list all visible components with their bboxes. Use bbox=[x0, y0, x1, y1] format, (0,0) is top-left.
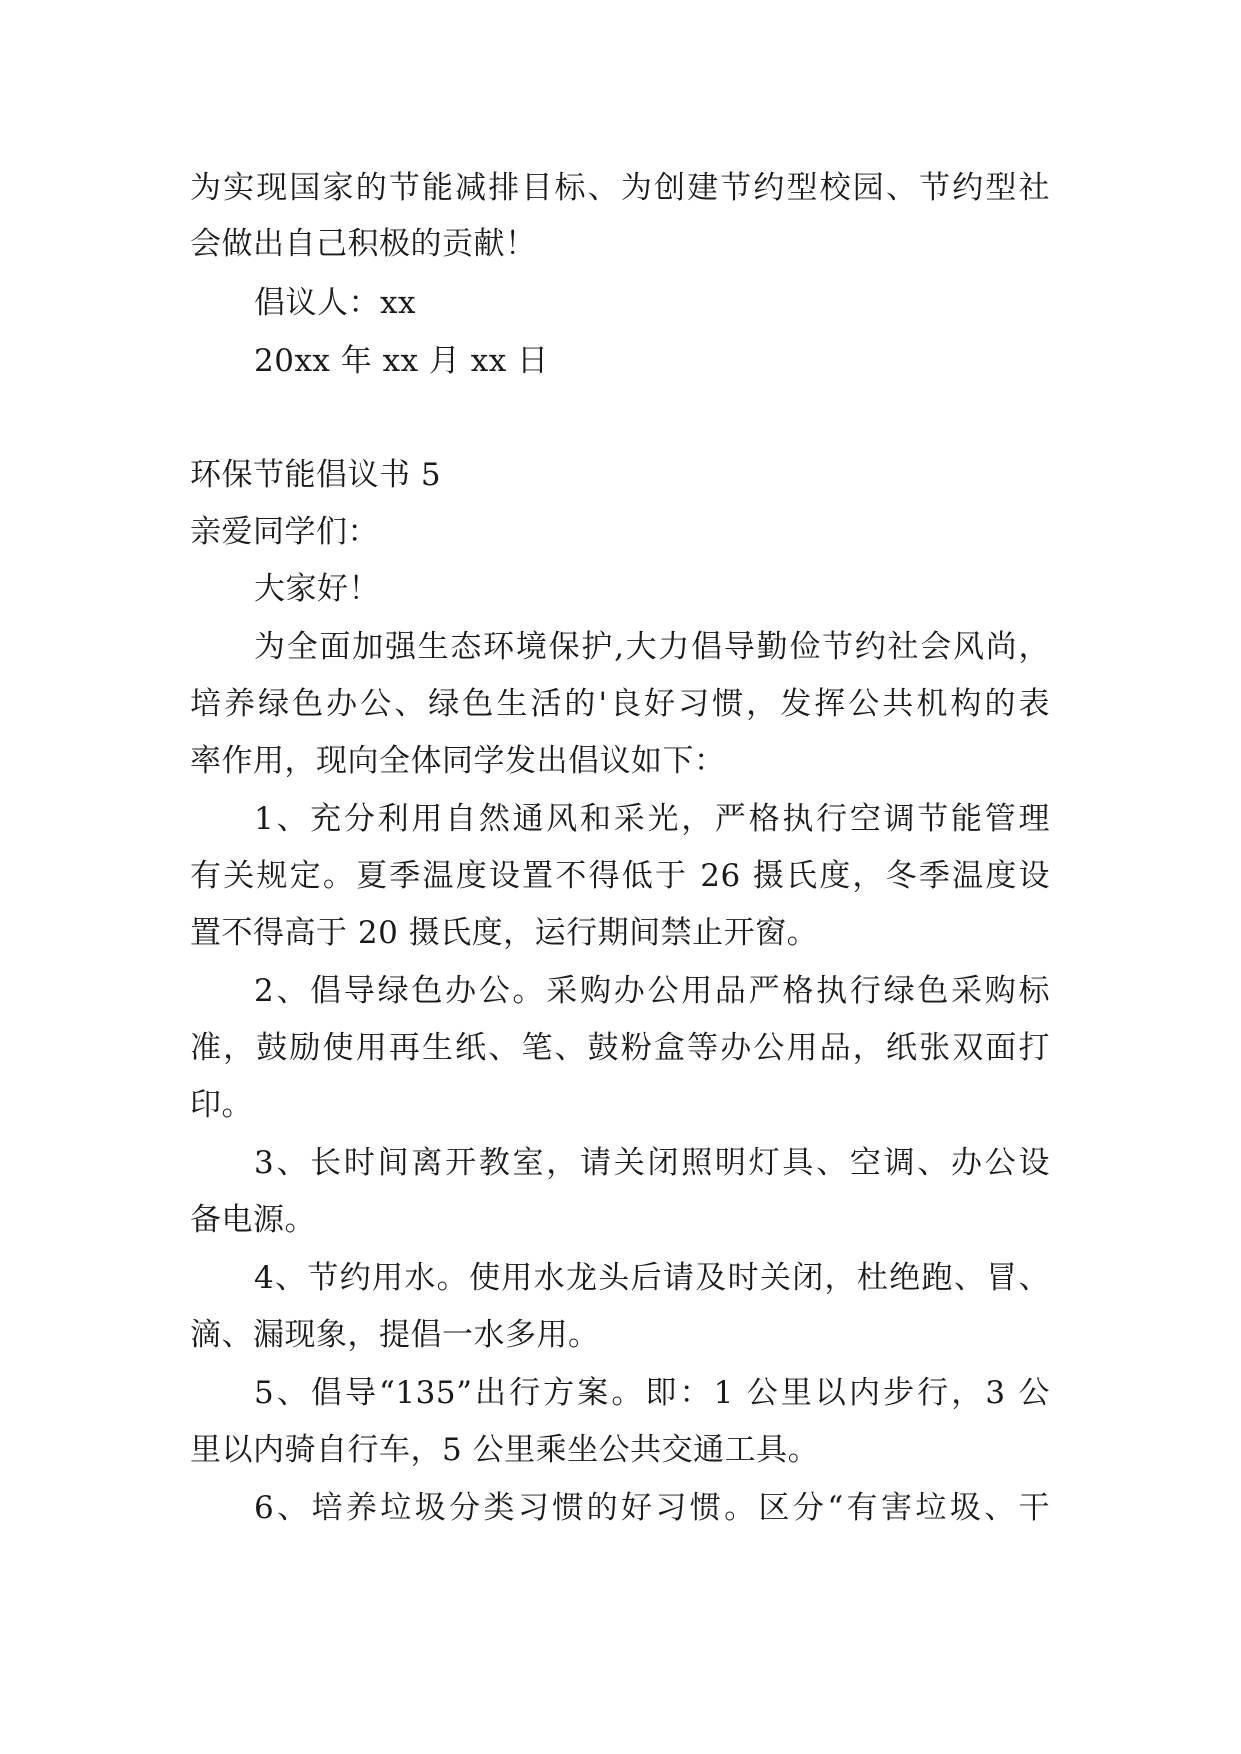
list-item-line: 滴、漏现象，提倡一水多用。 bbox=[190, 1317, 600, 1353]
list-item-line: 6、培养垃圾分类习惯的好习惯。区分“有害垃圾、干 bbox=[254, 1490, 1050, 1526]
proposer-signature: 倡议人：xx bbox=[254, 285, 416, 321]
signature-date: 20xx 年 xx 月 xx 日 bbox=[254, 343, 549, 379]
salutation: 亲爱同学们： bbox=[190, 514, 379, 550]
list-item-line: 准，鼓励使用再生纸、笔、鼓粉盒等办公用品，纸张双面打 bbox=[190, 1030, 1050, 1066]
list-item-line: 5、倡导“135”出行方案。即：1 公里以内步行，3 公 bbox=[254, 1375, 1050, 1411]
closing-paragraph-line: 为实现国家的节能减排目标、为创建节约型校园、节约型社 bbox=[190, 170, 1050, 206]
list-item-line: 3、长时间离开教室，请关闭照明灯具、空调、办公设 bbox=[254, 1145, 1050, 1181]
section-title: 环保节能倡议书 5 bbox=[190, 457, 442, 493]
list-item-line: 置不得高于 20 摄氏度，运行期间禁止开窗。 bbox=[190, 915, 819, 951]
list-item-line: 印。 bbox=[190, 1087, 253, 1123]
closing-paragraph-line: 会做出自己积极的贡献！ bbox=[190, 226, 537, 262]
list-item-line: 1、充分利用自然通风和采光，严格执行空调节能管理 bbox=[254, 801, 1050, 837]
greeting: 大家好！ bbox=[254, 571, 380, 607]
intro-line: 为全面加强生态环境保护,大力倡导勤俭节约社会风尚， bbox=[254, 629, 1050, 665]
list-item-line: 有关规定。夏季温度设置不得低于 26 摄氏度，冬季温度设 bbox=[190, 858, 1050, 894]
list-item-line: 里以内骑自行车，5 公里乘坐公共交通工具。 bbox=[190, 1432, 820, 1468]
list-item-line: 2、倡导绿色办公。采购办公用品严格执行绿色采购标 bbox=[254, 973, 1050, 1009]
list-item-line: 备电源。 bbox=[190, 1202, 316, 1238]
list-item-line: 4、节约用水。使用水龙头后请及时关闭，杜绝跑、冒、 bbox=[254, 1260, 1050, 1296]
intro-line: 率作用，现向全体同学发出倡议如下： bbox=[190, 743, 726, 779]
intro-line: 培养绿色办公、绿色生活的'良好习惯，发挥公共机构的表 bbox=[190, 686, 1050, 722]
